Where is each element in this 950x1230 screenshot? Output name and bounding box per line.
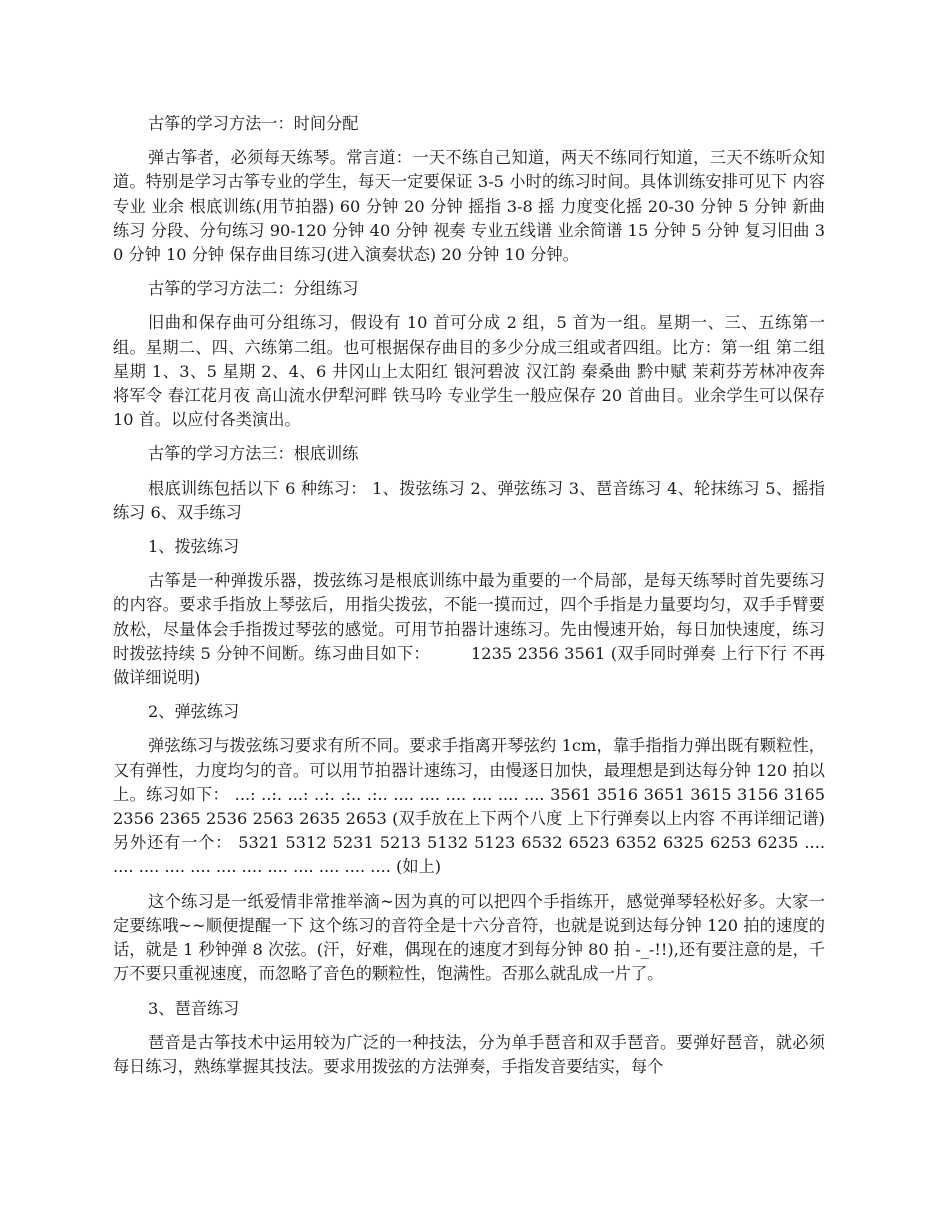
paragraph-basic-training: 根底训练包括以下 6 种练习： 1、拨弦练习 2、弹弦练习 3、琶音练习 4、轮抹练习 5、摇指练习 6、双手练习 [113,478,825,522]
paragraph-group-practice: 旧曲和保存曲可分组练习，假设有 10 首可分成 2 组，5 首为一组。星期一、三、五练第一组。星期二、四、六练第二组。也可根据保存曲目的多少分成三组或者四组。比方：第一组 第二组 星期 1、3、5 星期 2、4、6 井冈山上太阳红 银河碧波 汉江韵 秦桑曲 黔中赋 茉莉芬芳林冲夜奔 将军令 春江花月夜 高山流水伊犁河畔 铁马吟 专业学生一般应保存 20 首曲目。业余学生可以保存 10 首。以应付各类演出。 [113,313,825,430]
subheading-striking: 2、弹弦练习 [148,702,240,722]
section-heading-group-practice: 古筝的学习方法二：分组练习 [148,279,359,299]
subheading-arpeggio: 3、琶音练习 [148,998,240,1018]
paragraph-striking: 弹弦练习与拨弦练习要求有所不同。要求手指离开琴弦约 1cm，靠手指指力弹出既有颗粒性，又有弹性，力度均匀的音。可以用节拍器计速练习，由慢逐日加快，最理想是到达每分钟 120 拍以上。练习如下： ...: ..:. ...: ..:. .:.. .:.. .... .... .... .... .... .... 3561 3516 3651 3615 3156 3165 2356 2365 2536 2563 2635 2653 (双手放在上下两个八度 上下行弹奏以上内容 不再详细记谱) 另外还有一个： 5321 5312 5231 5213 5132 5123 6532 6523 6352 6325 6253 6235 .... .... .... .... .... .... .... .... .... .... .... .... (如上) [113,736,825,877]
paragraph-plucking: 古筝是一种弹拨乐器，拨弦练习是根底训练中最为重要的一个局部，是每天练琴时首先要练习的内容。要求手指放上琴弦后，用指尖拨弦，不能一摸而过，四个手指是力量要均匀，双手手臂要放松，尽量体会手指拨过琴弦的感觉。可用节拍器计速练习。先由慢速开始，每日加快速度，练习时拨弦持续 5 分钟不间断。练习曲目如下： 1235 2356 3561 (双手同时弹奏 上行下行 不再做详细说明) [113,571,825,688]
section-heading-time-allocation: 古筝的学习方法一：时间分配 [148,114,359,133]
subheading-plucking: 1、拨弦练习 [148,537,240,557]
paragraph-time-allocation: 弹古筝者，必须每天练琴。常言道：一天不练自己知道，两天不练同行知道，三天不练听众知道。特别是学习古筝专业的学生，每天一定要保证 3-5 小时的练习时间。具体训练安排可见下 内容 专业 业余 根底训练(用节拍器) 60 分钟 20 分钟 摇指 3-8 摇 力度变化摇 20-30 分钟 5 分钟 新曲练习 分段、分句练习 90-120 分钟 40 分钟 视奏 专业五线谱 业余简谱 15 分钟 5 分钟 复习旧曲 30 分钟 10 分钟 保存曲目练习(进入演奏状态) 20 分钟 10 分钟。 [113,148,825,265]
document-page [113,112,825,1089]
paragraph-commentary: 这个练习是一纸爱情非常推举滴~因为真的可以把四个手指练开，感觉弹琴轻松好多。大家一定要练哦~~顺便提醒一下 这个练习的音符全是十六分音符，也就是说到达每分钟 120 拍的速度的话，就是 1 秒钟弹 8 次弦。(汗，好难，偶现在的速度才到每分钟 80 拍 -_-!!),还有要注意的是，千万不要只重视速度，而忽略了音色的颗粒性，饱满性。否那么就乱成一片了。 [113,891,825,984]
paragraph-arpeggio: 琶音是古筝技术中运用较为广泛的一种技法，分为单手琶音和双手琶音。要弹好琶音，就必须每日练习，熟练掌握其技法。要求用拨弦的方法弹奏，手指发音要结实，每个 [113,1032,825,1076]
section-heading-basic-training: 古筝的学习方法三：根底训练 [148,444,359,464]
